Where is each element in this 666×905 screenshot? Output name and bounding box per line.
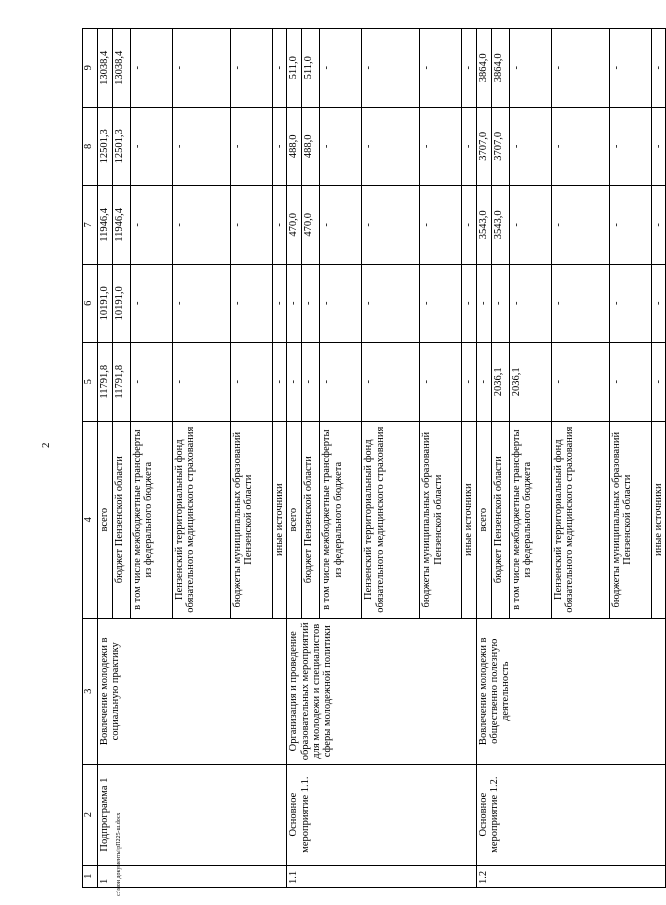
value-cell: -	[609, 264, 651, 342]
value-cell: -	[651, 264, 665, 342]
value-cell: -	[420, 264, 462, 342]
funding-source-cell: бюджеты муниципальных образований Пензенской области	[231, 421, 273, 618]
value-cell: 10191,0	[113, 264, 131, 342]
value-cell: -	[273, 29, 287, 108]
value-cell: -	[651, 29, 665, 108]
value-cell: 511,0	[287, 29, 302, 108]
value-cell: 10191,0	[98, 264, 113, 342]
value-cell: -	[509, 264, 551, 342]
value-cell: -	[420, 186, 462, 264]
value-cell: 2036,1	[509, 343, 551, 421]
value-cell: -	[273, 264, 287, 342]
funding-source-cell: бюджеты муниципальных образований Пензенской области	[420, 421, 462, 618]
value-cell: -	[509, 107, 551, 185]
value-cell: -	[173, 107, 231, 185]
header-cell: 4	[83, 421, 98, 618]
value-cell: -	[320, 29, 362, 108]
value-cell: 11946,4	[98, 186, 113, 264]
value-cell: 12501,3	[113, 107, 131, 185]
row-name-cell: Основное мероприятие 1.2.	[476, 764, 665, 865]
value-cell: -	[609, 107, 651, 185]
value-cell: 3864,0	[491, 29, 509, 108]
header-cell: 8	[83, 107, 98, 185]
value-cell: -	[551, 343, 609, 421]
table-row	[287, 29, 302, 888]
value-cell: 511,0	[302, 29, 320, 108]
row-description-cell: Вовлечение молодежи в общественно полезную деятельность	[476, 618, 665, 764]
value-cell: -	[651, 107, 665, 185]
value-cell: 3543,0	[476, 186, 491, 264]
value-cell: 3707,0	[476, 107, 491, 185]
value-cell: 12501,3	[98, 107, 113, 185]
table-row	[98, 29, 113, 888]
funding-source-cell: всего	[476, 421, 491, 618]
budget-table-rotated	[82, 28, 664, 888]
value-cell: -	[509, 29, 551, 108]
header-cell: 5	[83, 343, 98, 421]
table-row	[476, 29, 491, 888]
value-cell: -	[287, 343, 302, 421]
value-cell: -	[651, 186, 665, 264]
funding-source-cell: бюджеты муниципальных образований Пензенской области	[609, 421, 651, 618]
row-name-cell: Подпрограмма 1	[98, 764, 287, 865]
funding-source-cell: в том числе межбюджетные трансферты из федерального бюджета	[131, 421, 173, 618]
value-cell: 13038,4	[113, 29, 131, 108]
value-cell: -	[462, 264, 476, 342]
value-cell: -	[173, 186, 231, 264]
value-cell: -	[491, 264, 509, 342]
value-cell: -	[362, 107, 420, 185]
value-cell: -	[551, 107, 609, 185]
funding-source-cell: Пензенский территориальный фонд обязательного медицинского страхования	[173, 421, 231, 618]
header-cell: 1	[83, 865, 98, 887]
value-cell: 11791,8	[113, 343, 131, 421]
page-number: 2	[40, 442, 52, 448]
header-cell: 7	[83, 186, 98, 264]
budget-table	[82, 28, 666, 888]
value-cell: 470,0	[302, 186, 320, 264]
value-cell: -	[273, 343, 287, 421]
value-cell: 488,0	[287, 107, 302, 185]
header-row	[83, 29, 98, 888]
value-cell: -	[362, 343, 420, 421]
value-cell: -	[231, 264, 273, 342]
funding-source-cell: иные источники	[651, 421, 665, 618]
funding-source-cell: иные источники	[462, 421, 476, 618]
row-number-cell: 1	[98, 865, 287, 887]
funding-source-cell: всего	[287, 421, 302, 618]
value-cell: -	[362, 29, 420, 108]
row-description-cell: Организация и проведение образовательных мероприятий для молодежи и специалистов сферы молодежной политики	[287, 618, 476, 764]
value-cell: -	[131, 107, 173, 185]
value-cell: -	[651, 343, 665, 421]
value-cell: 3543,0	[491, 186, 509, 264]
header-cell: 3	[83, 618, 98, 764]
header-cell: 2	[83, 764, 98, 865]
funding-source-cell: Пензенский территориальный фонд обязательного медицинского страхования	[362, 421, 420, 618]
value-cell: -	[462, 186, 476, 264]
value-cell: -	[173, 29, 231, 108]
value-cell: -	[302, 264, 320, 342]
value-cell: -	[320, 107, 362, 185]
footer-file-path: c:\мои документы\рП225-ш.docx	[116, 812, 122, 896]
funding-source-cell: Пензенский территориальный фонд обязательного медицинского страхования	[551, 421, 609, 618]
funding-source-cell: бюджет Пензенской области	[302, 421, 320, 618]
row-description-cell: Вовлечение молодежи в социальную практику	[98, 618, 287, 764]
value-cell: -	[609, 343, 651, 421]
value-cell: -	[302, 343, 320, 421]
value-cell: -	[551, 264, 609, 342]
value-cell: -	[509, 186, 551, 264]
funding-source-cell: всего	[98, 421, 113, 618]
value-cell: -	[551, 186, 609, 264]
value-cell: -	[273, 186, 287, 264]
value-cell: -	[462, 29, 476, 108]
value-cell: -	[420, 107, 462, 185]
value-cell: -	[231, 29, 273, 108]
value-cell: -	[476, 343, 491, 421]
value-cell: 3864,0	[476, 29, 491, 108]
value-cell: -	[420, 29, 462, 108]
value-cell: -	[362, 264, 420, 342]
value-cell: -	[131, 29, 173, 108]
value-cell: -	[551, 29, 609, 108]
value-cell: 11791,8	[98, 343, 113, 421]
value-cell: -	[173, 264, 231, 342]
value-cell: -	[287, 264, 302, 342]
value-cell: -	[320, 186, 362, 264]
funding-source-cell: бюджет Пензенской области	[113, 421, 131, 618]
value-cell: -	[362, 186, 420, 264]
header-cell: 6	[83, 264, 98, 342]
value-cell: -	[609, 29, 651, 108]
row-name-cell: Основное мероприятие 1.1.	[287, 764, 476, 865]
value-cell: -	[231, 343, 273, 421]
value-cell: -	[173, 343, 231, 421]
value-cell: -	[609, 186, 651, 264]
value-cell: 470,0	[287, 186, 302, 264]
funding-source-cell: иные источники	[273, 421, 287, 618]
value-cell: -	[320, 264, 362, 342]
value-cell: -	[462, 343, 476, 421]
value-cell: -	[131, 186, 173, 264]
header-cell: 9	[83, 29, 98, 108]
funding-source-cell: бюджет Пензенской области	[491, 421, 509, 618]
value-cell: -	[420, 343, 462, 421]
value-cell: -	[231, 107, 273, 185]
value-cell: -	[462, 107, 476, 185]
value-cell: -	[131, 343, 173, 421]
value-cell: 3707,0	[491, 107, 509, 185]
value-cell: 13038,4	[98, 29, 113, 108]
row-number-cell: 1.2	[476, 865, 665, 887]
row-number-cell: 1.1	[287, 865, 476, 887]
funding-source-cell: в том числе межбюджетные трансферты из федерального бюджета	[320, 421, 362, 618]
value-cell: 2036,1	[491, 343, 509, 421]
value-cell: 11946,4	[113, 186, 131, 264]
value-cell: 488,0	[302, 107, 320, 185]
value-cell: -	[231, 186, 273, 264]
value-cell: -	[476, 264, 491, 342]
value-cell: -	[131, 264, 173, 342]
value-cell: -	[320, 343, 362, 421]
value-cell: -	[273, 107, 287, 185]
funding-source-cell: в том числе межбюджетные трансферты из федерального бюджета	[509, 421, 551, 618]
